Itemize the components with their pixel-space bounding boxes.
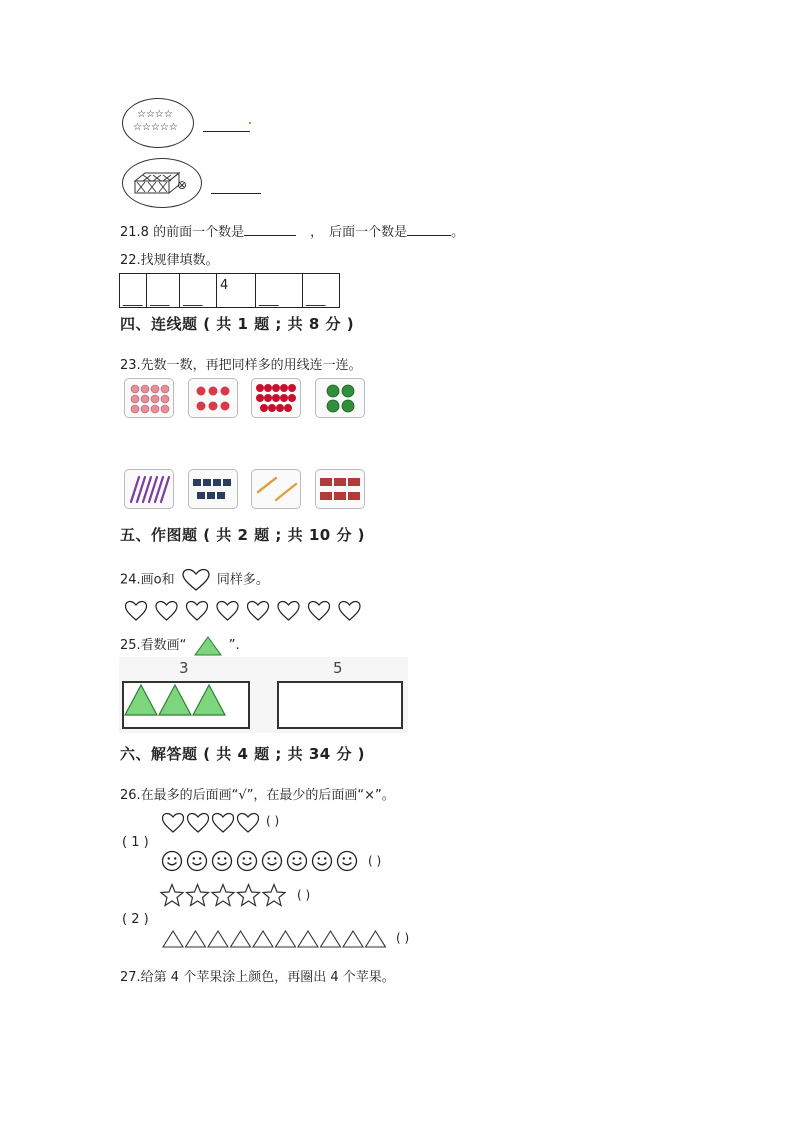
question-26: 26.在最多的后面画“√”，在最少的后面画“×”。: [120, 788, 395, 803]
heart-row: [124, 600, 368, 622]
eraser-card[interactable]: [188, 469, 238, 509]
answer-blank-oval2[interactable]: [211, 180, 261, 194]
triangle-exercise: [119, 657, 408, 733]
strawberry-card[interactable]: [188, 378, 238, 418]
part-1-label: ( 1 ): [122, 835, 149, 850]
q24-prefix: 24.画o和: [120, 572, 175, 588]
triangles-three: [123, 683, 233, 723]
question-27: 27.给第 4 个苹果涂上颜色，再圈出 4 个苹果。: [120, 970, 395, 985]
answer-paren-hearts[interactable]: ( ): [266, 814, 280, 828]
pattern-cell: 4: [217, 274, 256, 308]
watermelon-card[interactable]: [315, 378, 365, 418]
hearts-four: [161, 812, 263, 834]
pattern-cell[interactable]: ___: [303, 274, 340, 308]
section-6-title: 六、解答题 ( 共 4 题 ; 共 34 分 ): [120, 745, 366, 763]
section-4-title: 四、连线题 ( 共 1 题 ; 共 8 分 ): [120, 315, 355, 333]
apple-card[interactable]: [251, 378, 301, 418]
answer-paren-stars[interactable]: ( ): [297, 888, 311, 902]
pattern-table: [119, 273, 340, 308]
answer-blank-after[interactable]: [407, 222, 451, 236]
heart-icon: [181, 568, 211, 592]
peach-card[interactable]: [124, 378, 174, 418]
answer-paren-triangles[interactable]: ( ): [396, 931, 410, 945]
question-24: [120, 568, 269, 592]
pattern-cell[interactable]: ___: [256, 274, 303, 308]
q21-comma: ，: [310, 225, 324, 240]
triangle-icon: [193, 635, 223, 657]
question-21: [120, 221, 464, 240]
question-23: 23.先数一数，再把同样多的用线连一连。: [120, 358, 362, 373]
crossed-circle-icon: ⊗: [177, 178, 188, 192]
q25-suffix: ”.: [228, 638, 240, 653]
q21-prefix: 21.8 的前面一个数是: [120, 225, 245, 240]
pattern-cell[interactable]: ___: [180, 274, 217, 308]
small-dot: [249, 122, 251, 124]
answer-paren-smileys[interactable]: ( ): [368, 854, 382, 868]
q21-suffix: 。: [451, 225, 465, 240]
stars-five: [159, 883, 291, 907]
pattern-cell[interactable]: ___: [147, 274, 180, 308]
star-row-top: ☆☆☆☆: [137, 109, 173, 120]
stick-card[interactable]: [251, 469, 301, 509]
answer-blank-before[interactable]: [244, 222, 296, 236]
brick-card[interactable]: [315, 469, 365, 509]
box1-number: 3: [179, 659, 189, 677]
box2-number: 5: [333, 659, 343, 677]
question-25: [120, 634, 240, 657]
star-oval: [122, 98, 194, 148]
star-row-bottom: ☆☆☆☆☆: [133, 122, 178, 133]
smileys-eight: [162, 850, 362, 874]
pattern-cell[interactable]: ___: [120, 274, 147, 308]
box-oval: [122, 158, 202, 208]
triangles-ten: [162, 929, 390, 949]
part-2-label: ( 2 ): [122, 912, 149, 927]
q25-prefix: 25.看数画“: [120, 638, 187, 653]
section-5-title: 五、作图题 ( 共 2 题 ; 共 10 分 ): [120, 526, 366, 544]
q24-suffix: 同样多。: [216, 572, 269, 588]
q21-middle: 后面一个数是: [329, 225, 408, 240]
answer-blank-oval1[interactable]: [203, 118, 250, 132]
question-22: 22.找规律填数。: [120, 253, 219, 268]
box2-frame[interactable]: [277, 681, 403, 729]
pencil-card[interactable]: [124, 469, 174, 509]
